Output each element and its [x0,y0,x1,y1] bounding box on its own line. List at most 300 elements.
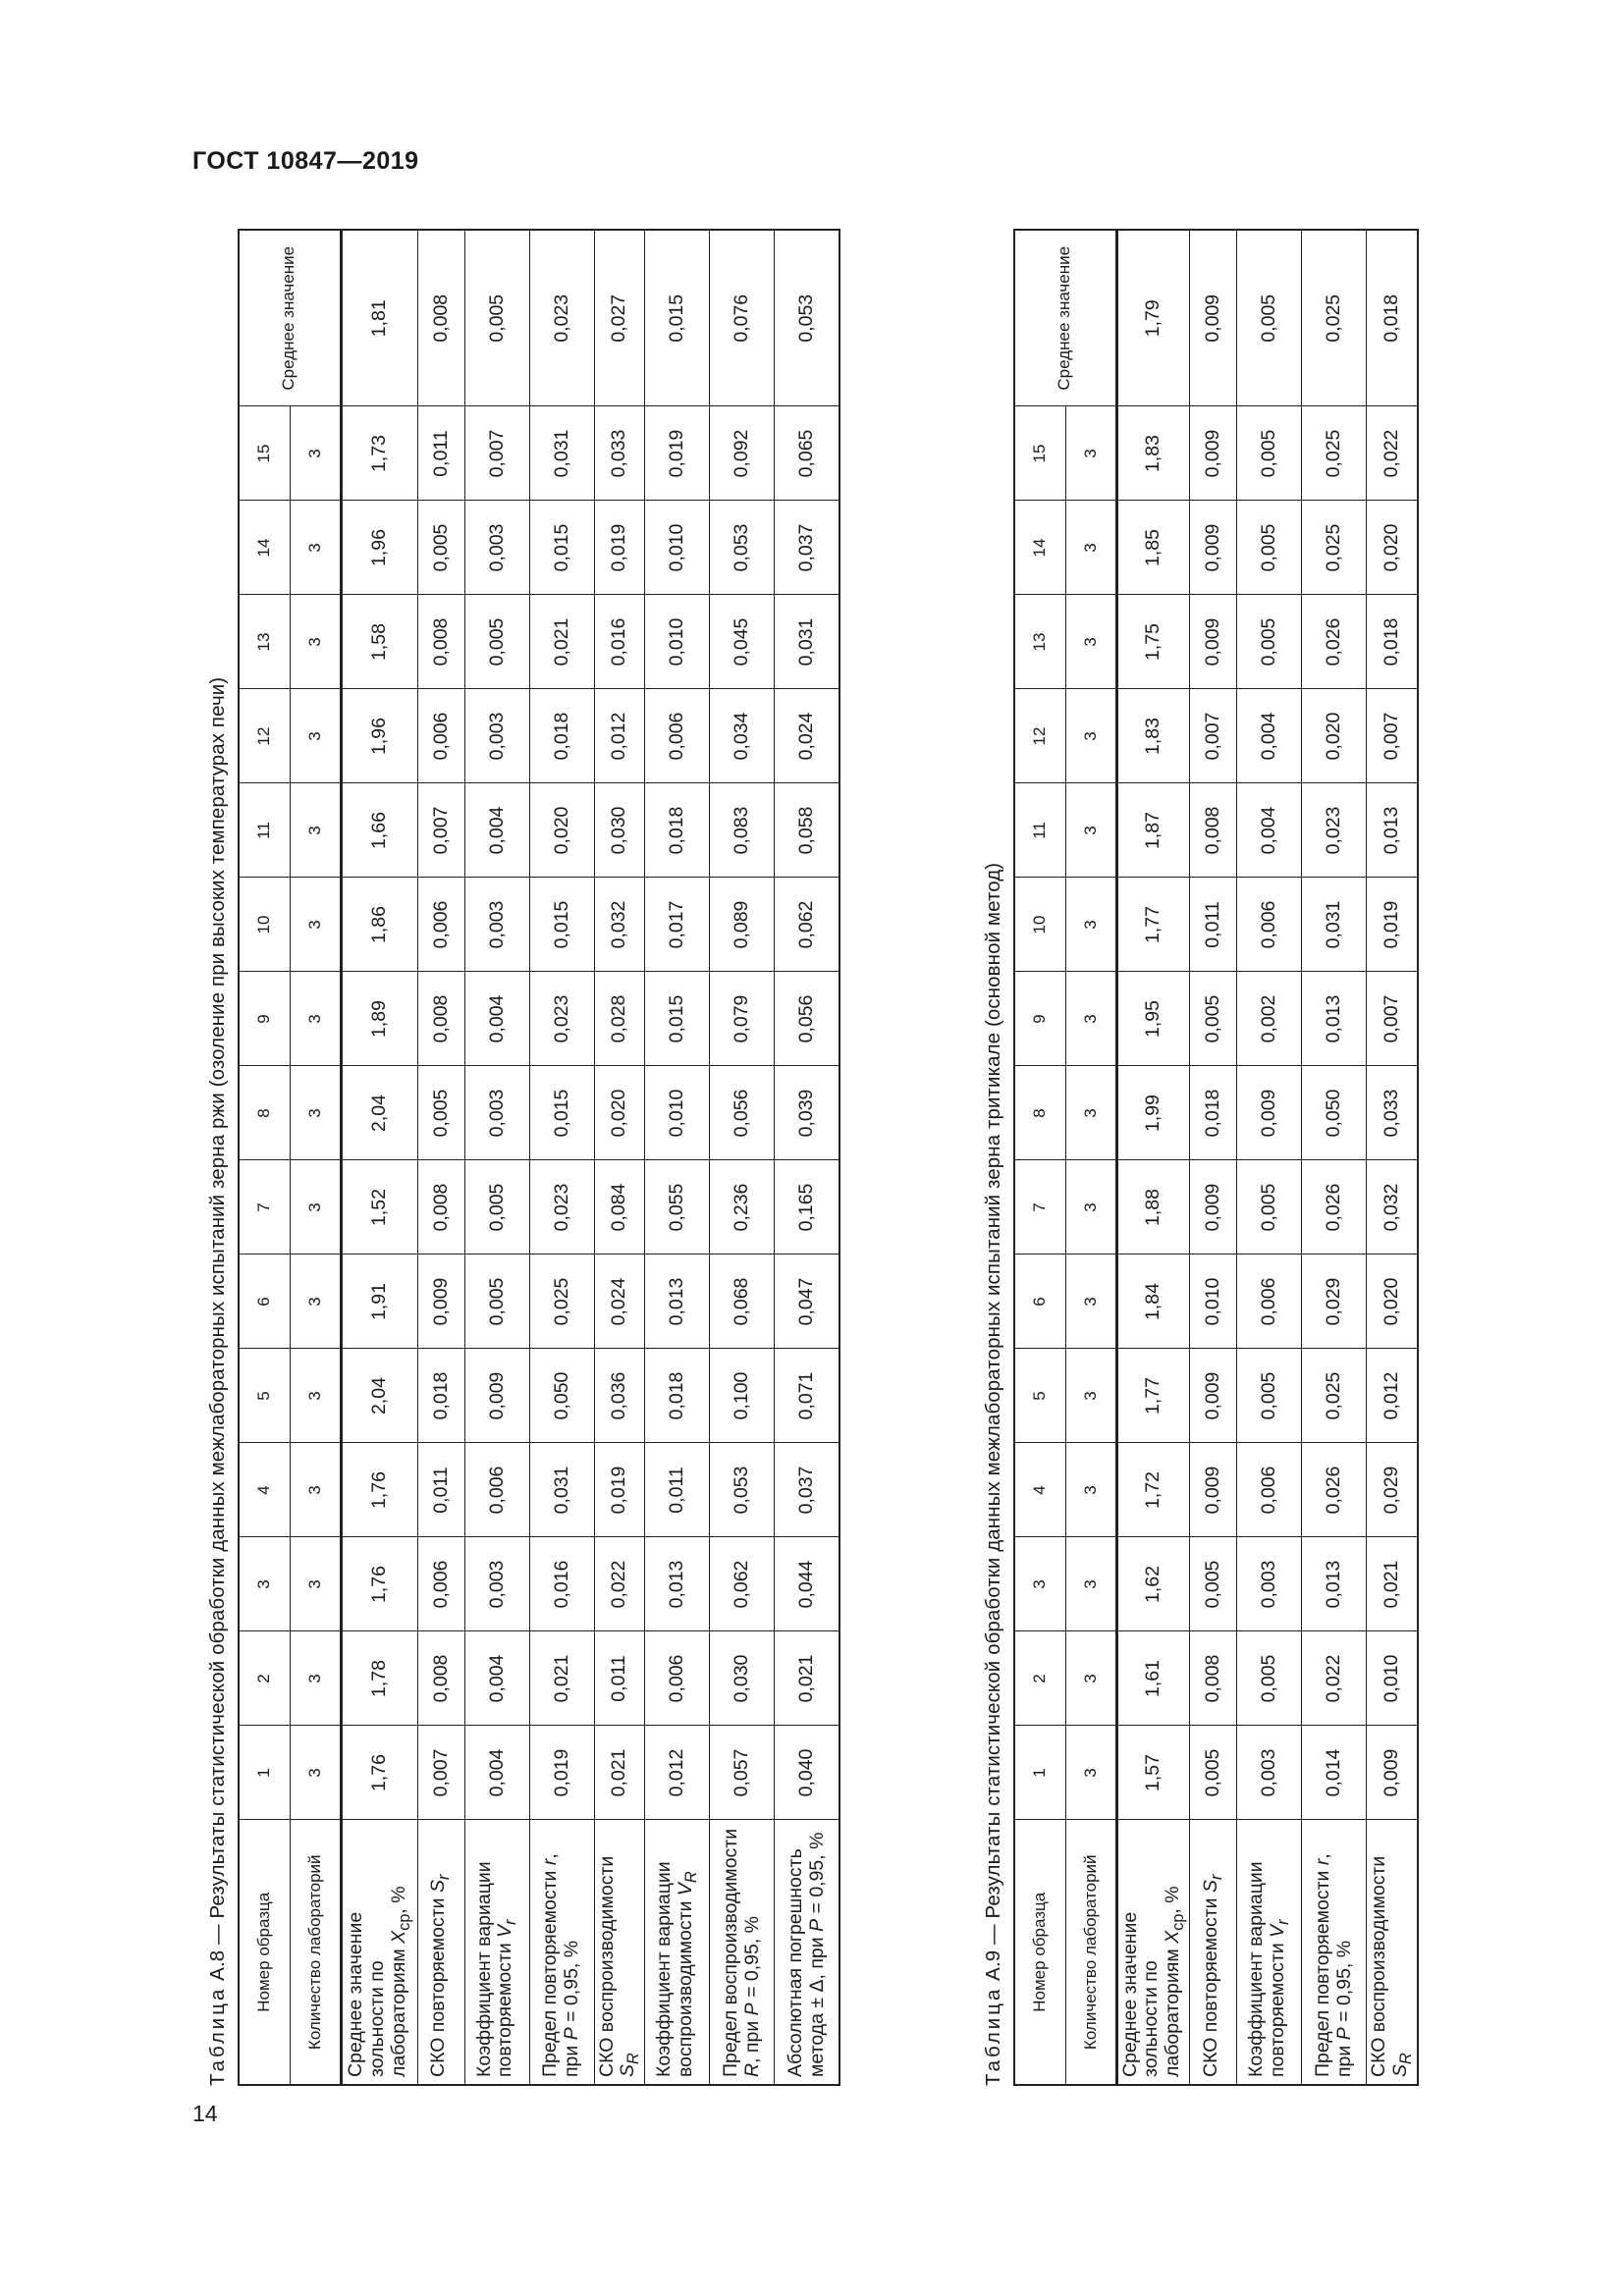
header-sample-12: 12 [1014,689,1065,783]
lab-count-cell: 3 [290,1160,341,1255]
lab-count-cell: 3 [1065,783,1116,878]
value-cell: 0,044 [775,1537,839,1631]
value-cell: 0,005 [1190,1537,1237,1631]
lab-count-cell: 3 [1065,1537,1116,1631]
table-row [464,230,529,2085]
average-cell: 0,053 [775,230,839,406]
row-label: Предел воспроизводимости R, при P = 0,95, % [710,1820,775,2085]
value-cell: 0,018 [645,783,710,878]
value-cell: 2,04 [341,1066,417,1160]
value-cell: 0,006 [645,1631,710,1726]
lab-count-cell: 3 [1065,1066,1116,1160]
average-cell: 0,023 [529,230,594,406]
value-cell: 0,030 [594,783,645,878]
table-a9-caption [982,229,1005,2086]
table-row [1367,230,1418,2085]
value-cell: 0,030 [710,1631,775,1726]
value-cell: 0,004 [1237,689,1302,783]
header-row-samples [239,230,290,2085]
value-cell: 0,024 [594,1255,645,1349]
value-cell: 1,58 [341,595,417,689]
table-row [341,230,417,2085]
lab-count-cell: 3 [1065,972,1116,1066]
table-row [645,230,710,2085]
value-cell: 1,78 [341,1631,417,1726]
value-cell: 0,011 [417,1443,464,1537]
value-cell: 0,016 [594,595,645,689]
value-cell: 0,023 [1302,783,1367,878]
value-cell: 0,068 [710,1255,775,1349]
value-cell: 0,015 [529,501,594,595]
value-cell: 1,73 [341,406,417,501]
row-label: Предел повторяемости r, при P = 0,95, % [529,1820,594,2085]
value-cell: 1,52 [341,1160,417,1255]
average-cell: 0,009 [1190,230,1237,406]
value-cell: 0,012 [1367,1349,1418,1443]
header-sample-2: 2 [1014,1631,1065,1726]
table-row [594,230,645,2085]
value-cell: 0,020 [594,1066,645,1160]
lab-count-cell: 3 [1065,501,1116,595]
value-cell: 0,012 [645,1726,710,1820]
value-cell: 0,028 [594,972,645,1066]
row-label: Среднее значение зольности по лабораториям $X_{ср}$, % [1116,1820,1190,2085]
value-cell: 1,77 [1116,1349,1190,1443]
value-cell: 0,013 [1302,1537,1367,1631]
value-cell: 0,008 [417,1631,464,1726]
value-cell: 0,005 [1237,1631,1302,1726]
value-cell: 0,019 [645,406,710,501]
value-cell: 0,004 [1237,783,1302,878]
value-cell: 0,008 [1190,1631,1237,1726]
table-a8-block [206,229,840,2086]
value-cell: 0,013 [645,1255,710,1349]
page-number: 14 [192,2101,218,2126]
table-row [1190,230,1237,2085]
value-cell: 1,72 [1116,1443,1190,1537]
value-cell: 1,89 [341,972,417,1066]
row-label: СКО воспроизводимости $S_R$ [1367,1820,1418,2085]
caption-prefix: Таблица [982,1986,1004,2086]
value-cell: 0,079 [710,972,775,1066]
value-cell: 1,62 [1116,1537,1190,1631]
header-sample-1: 1 [239,1726,290,1820]
value-cell: 1,85 [1116,501,1190,595]
value-cell: 0,025 [1302,406,1367,501]
lab-count-cell: 3 [1065,689,1116,783]
value-cell: 0,005 [1237,595,1302,689]
header-sample-10: 10 [1014,878,1065,972]
value-cell: 0,008 [417,595,464,689]
value-cell: 0,003 [1237,1537,1302,1631]
value-cell: 0,006 [417,689,464,783]
value-cell: 0,004 [464,1726,529,1820]
value-cell: 2,04 [341,1349,417,1443]
value-cell: 1,66 [341,783,417,878]
caption-text: А.8 — Результаты статистической обработки данных межлабораторных испытаний зерна ржи (озоление при высоких температурах печи) [206,676,229,1981]
header-sample-5: 5 [1014,1349,1065,1443]
value-cell: 0,037 [775,501,839,595]
value-cell: 0,092 [710,406,775,501]
value-cell: 1,57 [1116,1726,1190,1820]
value-cell: 0,005 [1237,1349,1302,1443]
value-cell: 0,050 [1302,1066,1367,1160]
value-cell: 0,016 [529,1537,594,1631]
header-average: Среднее значение [1014,230,1116,406]
value-cell: 0,009 [1190,406,1237,501]
value-cell: 0,006 [417,1537,464,1631]
value-cell: 1,96 [341,689,417,783]
value-cell: 0,031 [1302,878,1367,972]
lab-count-cell: 3 [290,501,341,595]
table-a9 [1013,229,1419,2086]
value-cell: 0,032 [594,878,645,972]
table-row [775,230,839,2085]
value-cell: 0,011 [1190,878,1237,972]
lab-count-cell: 3 [290,595,341,689]
header-sample-7: 7 [1014,1160,1065,1255]
value-cell: 0,026 [1302,1160,1367,1255]
lab-count-cell: 3 [290,689,341,783]
value-cell: 1,75 [1116,595,1190,689]
value-cell: 0,010 [1367,1631,1418,1726]
value-cell: 0,039 [775,1066,839,1160]
value-cell: 1,86 [341,878,417,972]
value-cell: 0,053 [710,1443,775,1537]
value-cell: 0,020 [1367,501,1418,595]
value-cell: 0,013 [1367,783,1418,878]
value-cell: 0,022 [1367,406,1418,501]
header-sample-4: 4 [239,1443,290,1537]
row-label: СКО повторяемости $S_r$ [417,1820,464,2085]
value-cell: 0,025 [1302,501,1367,595]
value-cell: 0,036 [594,1349,645,1443]
value-cell: 0,018 [1190,1066,1237,1160]
header-sample-6: 6 [1014,1255,1065,1349]
header-sample-5: 5 [239,1349,290,1443]
value-cell: 0,025 [529,1255,594,1349]
value-cell: 0,015 [529,878,594,972]
lab-count-cell: 3 [1065,1631,1116,1726]
lab-count-cell: 3 [290,878,341,972]
value-cell: 0,056 [775,972,839,1066]
average-cell: 0,027 [594,230,645,406]
header-sample-11: 11 [1014,783,1065,878]
value-cell: 0,003 [464,1066,529,1160]
value-cell: 0,007 [417,783,464,878]
value-cell: 0,018 [645,1349,710,1443]
value-cell: 0,011 [594,1631,645,1726]
value-cell: 0,004 [464,972,529,1066]
header-row-labs [1065,230,1116,2085]
header-sample-13: 13 [1014,595,1065,689]
value-cell: 0,236 [710,1160,775,1255]
value-cell: 0,031 [529,406,594,501]
value-cell: 0,057 [710,1726,775,1820]
header-sample-9: 9 [239,972,290,1066]
value-cell: 0,007 [1367,972,1418,1066]
value-cell: 0,006 [1237,1255,1302,1349]
value-cell: 0,005 [464,1255,529,1349]
value-cell: 0,037 [775,1443,839,1537]
value-cell: 0,089 [710,878,775,972]
value-cell: 0,021 [529,595,594,689]
value-cell: 0,009 [1190,1443,1237,1537]
row-label: Коэффициент вариации повторяемости $V_r$ [464,1820,529,2085]
value-cell: 0,056 [710,1066,775,1160]
value-cell: 1,83 [1116,406,1190,501]
value-cell: 0,165 [775,1160,839,1255]
header-sample-3: 3 [239,1537,290,1631]
lab-count-cell: 3 [290,406,341,501]
value-cell: 0,009 [1190,501,1237,595]
value-cell: 0,007 [1190,689,1237,783]
value-cell: 0,010 [645,501,710,595]
header-sample-7: 7 [239,1160,290,1255]
value-cell: 1,76 [341,1537,417,1631]
value-cell: 0,010 [645,1066,710,1160]
value-cell: 0,005 [1237,1160,1302,1255]
lab-count-cell: 3 [290,1537,341,1631]
value-cell: 0,018 [529,689,594,783]
lab-count-cell: 3 [290,783,341,878]
caption-prefix: Таблица [206,1986,229,2086]
header-lab-count: Количество лабораторий [290,1820,341,2085]
table-row [1237,230,1302,2085]
header-sample-12: 12 [239,689,290,783]
value-cell: 0,015 [529,1066,594,1160]
value-cell: 0,005 [464,595,529,689]
average-cell: 0,015 [645,230,710,406]
value-cell: 0,021 [529,1631,594,1726]
value-cell: 0,047 [775,1255,839,1349]
value-cell: 0,022 [1302,1631,1367,1726]
value-cell: 0,003 [464,501,529,595]
value-cell: 0,003 [464,878,529,972]
value-cell: 1,87 [1116,783,1190,878]
lab-count-cell: 3 [1065,1255,1116,1349]
value-cell: 0,009 [417,1255,464,1349]
value-cell: 0,009 [1190,1349,1237,1443]
value-cell: 0,013 [645,1537,710,1631]
table-a8 [238,229,840,2086]
value-cell: 0,009 [1367,1726,1418,1820]
value-cell: 0,019 [594,1443,645,1537]
value-cell: 0,006 [1237,1443,1302,1537]
document-header: ГОСТ 10847—2019 [192,147,419,175]
value-cell: 1,88 [1116,1160,1190,1255]
value-cell: 0,045 [710,595,775,689]
value-cell: 0,005 [464,1160,529,1255]
lab-count-cell: 3 [290,1443,341,1537]
value-cell: 0,003 [464,689,529,783]
value-cell: 1,96 [341,501,417,595]
value-cell: 0,022 [594,1537,645,1631]
value-cell: 0,011 [645,1443,710,1537]
lab-count-cell: 3 [1065,1349,1116,1443]
value-cell: 0,006 [417,878,464,972]
header-sample-10: 10 [239,878,290,972]
header-sample-1: 1 [1014,1726,1065,1820]
value-cell: 0,002 [1237,972,1302,1066]
value-cell: 0,031 [529,1443,594,1537]
value-cell: 0,005 [1190,972,1237,1066]
value-cell: 0,003 [1237,1726,1302,1820]
value-cell: 0,023 [529,1160,594,1255]
value-cell: 0,062 [775,878,839,972]
value-cell: 0,040 [775,1726,839,1820]
value-cell: 1,84 [1116,1255,1190,1349]
value-cell: 0,020 [1367,1255,1418,1349]
value-cell: 0,026 [1302,595,1367,689]
average-cell: 0,025 [1302,230,1367,406]
value-cell: 0,018 [417,1349,464,1443]
value-cell: 0,015 [645,972,710,1066]
value-cell: 0,006 [645,689,710,783]
value-cell: 0,008 [417,972,464,1066]
value-cell: 0,021 [594,1726,645,1820]
value-cell: 0,019 [594,501,645,595]
value-cell: 0,009 [1190,595,1237,689]
header-sample-14: 14 [1014,501,1065,595]
lab-count-cell: 3 [1065,1160,1116,1255]
value-cell: 0,005 [417,501,464,595]
row-label: СКО воспроизводимости $S_R$ [594,1820,645,2085]
value-cell: 0,065 [775,406,839,501]
average-cell: 0,076 [710,230,775,406]
table-row [1116,230,1190,2085]
row-label: Коэффициент вариации повторяемости $V_r$ [1237,1820,1302,2085]
value-cell: 0,023 [529,972,594,1066]
value-cell: 0,062 [710,1537,775,1631]
table-row [529,230,594,2085]
row-label: Абсолютная погрешность метода ± Δ, при P = 0,95, % [775,1820,839,2085]
value-cell: 0,100 [710,1349,775,1443]
value-cell: 0,029 [1367,1443,1418,1537]
value-cell: 0,020 [529,783,594,878]
value-cell: 1,76 [341,1726,417,1820]
value-cell: 0,024 [775,689,839,783]
value-cell: 0,007 [1367,689,1418,783]
value-cell: 0,007 [417,1726,464,1820]
value-cell: 0,025 [1302,1349,1367,1443]
value-cell: 0,018 [1367,595,1418,689]
value-cell: 0,013 [1302,972,1367,1066]
table-a9-block [982,229,1419,2086]
header-sample-11: 11 [239,783,290,878]
value-cell: 0,005 [1237,406,1302,501]
value-cell: 0,034 [710,689,775,783]
lab-count-cell: 3 [1065,878,1116,972]
value-cell: 0,083 [710,783,775,878]
lab-count-cell: 3 [1065,595,1116,689]
lab-count-cell: 3 [290,1255,341,1349]
caption-text: А.9 — Результаты статистической обработки данных межлабораторных испытаний зерна тритикале (основной метод) [982,862,1004,1981]
row-label: Коэффициент вариации воспроизводимости $V_R$ [645,1820,710,2085]
header-sample-number: Номер образца [1014,1820,1065,2085]
lab-count-cell: 3 [290,1631,341,1726]
value-cell: 0,071 [775,1349,839,1443]
value-cell: 0,006 [464,1443,529,1537]
average-cell: 0,018 [1367,230,1418,406]
header-sample-15: 15 [1014,406,1065,501]
header-sample-4: 4 [1014,1443,1065,1537]
value-cell: 1,76 [341,1443,417,1537]
header-sample-number: Номер образца [239,1820,290,2085]
average-cell: 0,005 [1237,230,1302,406]
value-cell: 0,004 [464,783,529,878]
lab-count-cell: 3 [290,972,341,1066]
header-lab-count: Количество лабораторий [1065,1820,1116,2085]
header-sample-6: 6 [239,1255,290,1349]
table-row [710,230,775,2085]
lab-count-cell: 3 [290,1726,341,1820]
value-cell: 0,005 [417,1066,464,1160]
lab-count-cell: 3 [1065,1726,1116,1820]
value-cell: 0,014 [1302,1726,1367,1820]
value-cell: 0,007 [464,406,529,501]
value-cell: 0,058 [775,783,839,878]
value-cell: 0,019 [529,1726,594,1820]
lab-count-cell: 3 [290,1349,341,1443]
header-sample-13: 13 [239,595,290,689]
value-cell: 1,99 [1116,1066,1190,1160]
header-sample-8: 8 [1014,1066,1065,1160]
value-cell: 0,005 [1190,1726,1237,1820]
value-cell: 0,020 [1302,689,1367,783]
value-cell: 0,004 [464,1631,529,1726]
value-cell: 0,010 [645,595,710,689]
value-cell: 0,026 [1302,1443,1367,1537]
value-cell: 0,009 [1190,1160,1237,1255]
value-cell: 1,83 [1116,689,1190,783]
header-average: Среднее значение [239,230,341,406]
value-cell: 0,009 [464,1349,529,1443]
value-cell: 0,055 [645,1160,710,1255]
average-cell: 0,008 [417,230,464,406]
table-row [417,230,464,2085]
value-cell: 0,031 [775,595,839,689]
value-cell: 1,77 [1116,878,1190,972]
value-cell: 0,012 [594,689,645,783]
value-cell: 0,009 [1237,1066,1302,1160]
header-row-samples [1014,230,1065,2085]
row-label: Предел повторяемости r, при P = 0,95, % [1302,1820,1367,2085]
lab-count-cell: 3 [1065,1443,1116,1537]
value-cell: 0,021 [775,1631,839,1726]
header-sample-15: 15 [239,406,290,501]
value-cell: 0,032 [1367,1160,1418,1255]
row-label: Среднее значение зольности по лабораториям $X_{ср}$, % [341,1820,417,2085]
value-cell: 0,017 [645,878,710,972]
value-cell: 0,011 [417,406,464,501]
average-cell: 0,005 [464,230,529,406]
value-cell: 0,033 [1367,1066,1418,1160]
value-cell: 0,021 [1367,1537,1418,1631]
value-cell: 0,003 [464,1537,529,1631]
value-cell: 0,005 [1237,501,1302,595]
header-sample-9: 9 [1014,972,1065,1066]
value-cell: 1,91 [341,1255,417,1349]
table-a8-caption [206,229,230,2086]
value-cell: 0,019 [1367,878,1418,972]
value-cell: 1,61 [1116,1631,1190,1726]
header-sample-3: 3 [1014,1537,1065,1631]
value-cell: 0,050 [529,1349,594,1443]
header-sample-8: 8 [239,1066,290,1160]
value-cell: 0,008 [417,1160,464,1255]
row-label: СКО повторяемости $S_r$ [1190,1820,1237,2085]
